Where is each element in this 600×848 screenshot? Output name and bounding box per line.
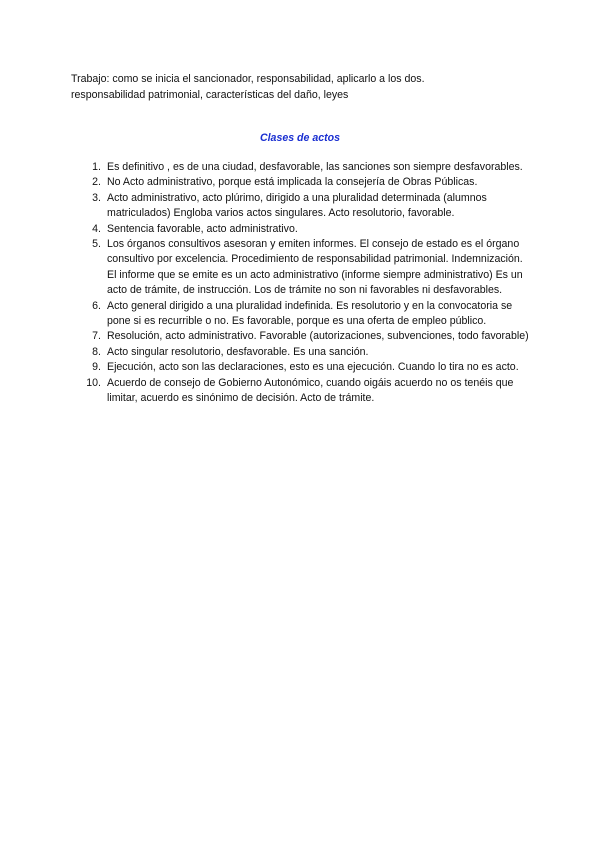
intro-paragraph [71,71,541,103]
list-number: 3. [92,191,101,204]
list-number: 10. [86,376,101,389]
list-text: Acto general dirigido a una pluralidad indefinida. Es resolutorio y en la convocatoria se pone si es recurrible o no. Es favorable, porque es una oferta de empleo público. [107,299,513,328]
list-item [86,376,532,407]
list-item [92,329,532,344]
intro-line-2: responsabilidad patrimonial, características del daño, leyes [71,89,349,101]
list-item [92,345,532,360]
list-number: 9. [92,361,101,374]
list-text: Los órganos consultivos asesoran y emiten informes. El consejo de estado es el órgano consultivo por excelencia. Procedimiento de responsabilidad patrimonial. Indemnización. El informe que se emite es un acto administrativo (informe siempre administrativo) Es un acto de trámite, de instrucción. Los de trámite no son ni favorables ni desfavorables. [107,238,523,297]
list-text: Acto administrativo, acto plúrimo, dirigido a una pluralidad determinada (alumnos matriculados) Engloba varios actos singulares. Acto resolutorio, favorable. [107,191,487,220]
list-item [92,299,532,330]
list-item [92,160,532,175]
section-heading: Clases de actos [259,132,341,144]
list-text: Ejecución, acto son las declaraciones, esto es una ejecución. Cuando lo tira no es acto. [107,361,519,374]
list-number: 1. [92,161,101,173]
list-item [92,360,532,375]
list-text: Sentencia favorable, acto administrativo. [107,222,298,235]
list-number: 4. [92,222,101,235]
list-text: Resolución, acto administrativo. Favorable (autorizaciones, subvenciones, todo favorable) [107,330,529,343]
list-item [92,237,532,299]
list-number: 2. [92,176,101,189]
list-text: Acto singular resolutorio, desfavorable. Es una sanción. [107,345,369,358]
list-text: Es definitivo , es de una ciudad, desfavorable, las sanciones son siempre desfavorables. [107,161,523,173]
list-text: Acuerdo de consejo de Gobierno Autonómico, cuando oigáis acuerdo no os tenéis que limitar, acuerdo es sinónimo de decisión. Acto de trámite. [107,376,514,405]
list-text: No Acto administrativo, porque está implicada la consejería de Obras Públicas. [107,176,478,189]
list-item [92,175,532,190]
acts-list [86,160,532,407]
list-number: 6. [92,299,101,312]
list-number: 5. [92,238,101,251]
list-item [92,191,532,222]
list-number: 8. [92,345,101,358]
list-item [92,222,532,237]
intro-line-1: Trabajo: como se inicia el sancionador, responsabilidad, aplicarlo a los dos. [71,73,425,85]
list-number: 7. [92,330,101,343]
